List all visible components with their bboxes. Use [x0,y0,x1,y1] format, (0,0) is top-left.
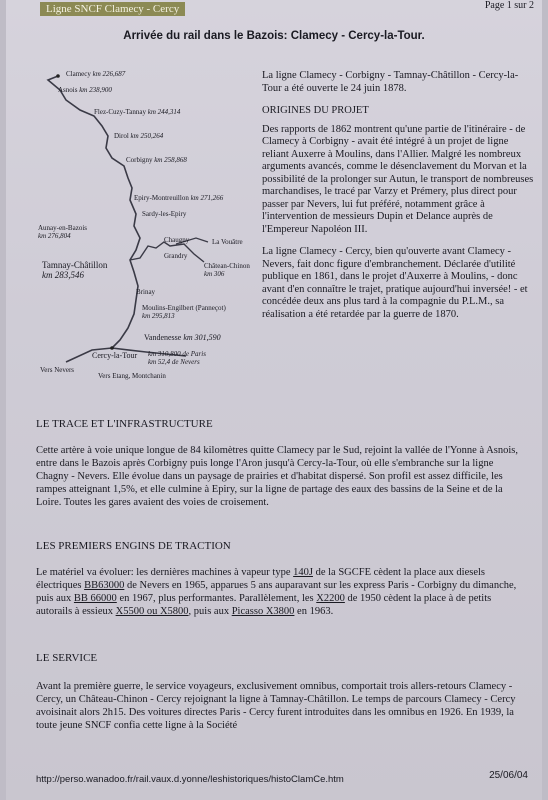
station-la-vouatre: La Vouâtre [212,238,243,246]
header-label: Ligne SNCF Clamecy - Cercy [40,2,185,16]
link-x5500-x5800[interactable]: X5500 ou X5800 [115,606,189,617]
station-sardy-les-epiry: Sardy-les-Epiry [142,210,187,218]
footer-date: 25/06/04 [489,770,528,781]
station-cercy-la-tour: Cercy-la-Tour [92,351,138,360]
heading-service: LE SERVICE [36,652,98,664]
right-column [262,70,534,331]
station-brinay: Brinay [136,288,156,296]
link-140j[interactable]: 140J [293,567,313,578]
station-corbigny: Corbigny km 258,868 [126,156,187,164]
station-tamnay-chatillon: Tamnay-Châtillon km 283,546 [42,260,108,280]
heading-origines: ORIGINES DU PROJET [262,105,369,116]
engins-paragraph: Le matériel va évoluer: les dernières machines à vapeur type 140J de la SGCFE cèdent la place aux diesels électriques BB63000 de Nevers en 1965, apparues 5 ans auparavant sur les express Paris - Corbigny du dimanche, puis aux BB 66000 en 1967, plus performantes. Parallèlement, les X2200 de 1950 cèdent la place à de petits autorails à essieux X5500 ou X5800, puis aux Picasso X3800 en 1963. [36,567,517,617]
page-number: Page 1 sur 2 [484,0,534,11]
station-grandry: Grandry [164,252,188,260]
station-aunay-en-bazois: Aunay-en-Bazois km 276,804 [38,224,87,240]
station-clamecy: Clamecy km 226,687 [66,70,126,78]
km-de-nevers: km 52,4 de Nevers [148,358,200,366]
footer-url: http://perso.wanadoo.fr/rail.vaux.d.yonne/leshistoriques/histoClamCe.htm [36,774,344,785]
station-moulins-engilbert: Moulins-Engilbert (Panneçot) km 295,813 [142,304,226,320]
station-flez-cuzy-tannay: Flez-Cuzy-Tannay km 244,314 [94,108,181,116]
station-asnois: Asnois km 238,900 [58,86,112,94]
station-chateau-chinon: Châtean-Chinon km 306 [204,262,250,278]
km-de-paris: km 310,800 de Paris [148,350,206,358]
station-dot [110,346,114,350]
page-title: Arrivée du rail dans le Bazois: Clamecy - Cercy-la-Tour. [123,30,425,42]
link-x2200[interactable]: X2200 [316,593,345,604]
main-line [48,76,140,348]
intro-paragraph: La ligne Clamecy - Corbigny - Tamnay-Châtillon - Cercy-la-Tour a été ouverte le 24 juin 1878. [262,70,519,94]
origines-paragraph-2: La ligne Clamecy - Cercy, bien qu'ouverte avant Clamecy - Nevers, fait donc figure d'embranchement. Déclarée d'utilité publique en 1861, dans le projet d'Auxerre à Moulins, - donc avant d'en connaître le trajet, pratique aujourd'hui inversée! - et concédée deux ans plus tard à la compagnie du P.L.M., sa réalisation a été retardée par la guerre de 1870. [262,246,528,320]
route-map [36,66,256,380]
station-dot [56,74,60,78]
document-page [6,0,542,800]
link-bb66000[interactable]: BB 66000 [73,593,117,604]
link-picasso-x3800[interactable]: Picasso X3800 [231,606,295,617]
link-bb63000[interactable]: BB63000 [84,580,125,591]
heading-trace: LE TRACE ET L'INFRASTRUCTURE [36,418,213,430]
station-vandenesse: Vandenesse km 301,590 [144,333,221,342]
direction-vers-etang: Vers Etang, Montchanin [98,372,166,380]
heading-engins: LES PREMIERS ENGINS DE TRACTION [36,540,231,552]
direction-vers-nevers: Vers Nevers [40,366,75,374]
origines-paragraph-1: Des rapports de 1862 montrent qu'une partie de l'itinéraire - de Clamecy à Corbigny - avait été intégré à un projet de ligne reliant Auxerre à Moulins, dans l'Allier. Malgré les nombreux arguments avancés, comme le désenclavement du Morvan et la possibilité de la prolonger sur Autun, le transport de nombreuses marchandises, le tracé par Varzy et Prémery, plus direct pour passer par Nevers, lui fut préféré, notamment grâce à l'intervention de messieurs Dupin et Delance auprès de l'Empereur Napoléon III. [262,123,534,235]
station-chaugny: Chaugny [164,236,190,244]
service-paragraph: Avant la première guerre, le service voyageurs, exclusivement omnibus, comportait trois allers-retours Clamecy - Cercy, un Château-Chinon - Cercy rejoignant la ligne à Tamnay-Châtillon. Le temps de parcours Clamecy - Cercy avoisinait alors 2h15. Des voitures directes Paris - Cercy furent introduites dans les omnibus en 1926. En 1939, la toute jeune SNCF confia cette ligne à la Société [36,681,516,731]
station-dirol: Dirol km 250,264 [114,132,164,140]
trace-paragraph: Cette artère à voie unique longue de 84 kilomètres quitte Clamecy par le Sud, rejoint la vallée de l'Yonne à Asnois, entre dans le Bazois après Corbigny puis longe l'Aron jusqu'à Cercy-la-Tour, où elle s'embranche sur la ligne Chagny - Nevers. Elle évolue dans un paysage de prairies et d'habitat dispersé. Son profil est assez difficile, les rampes atteignant 1,5%, et elle culmine à Epiry, sur la ligne de partage des eaux des bassins de la Seine et de la Loire. Toutes les gares avaient des voies de croisement. [36,445,518,508]
station-epiry-montreuillon: Epiry-Montreuillon km 271,266 [134,194,224,202]
